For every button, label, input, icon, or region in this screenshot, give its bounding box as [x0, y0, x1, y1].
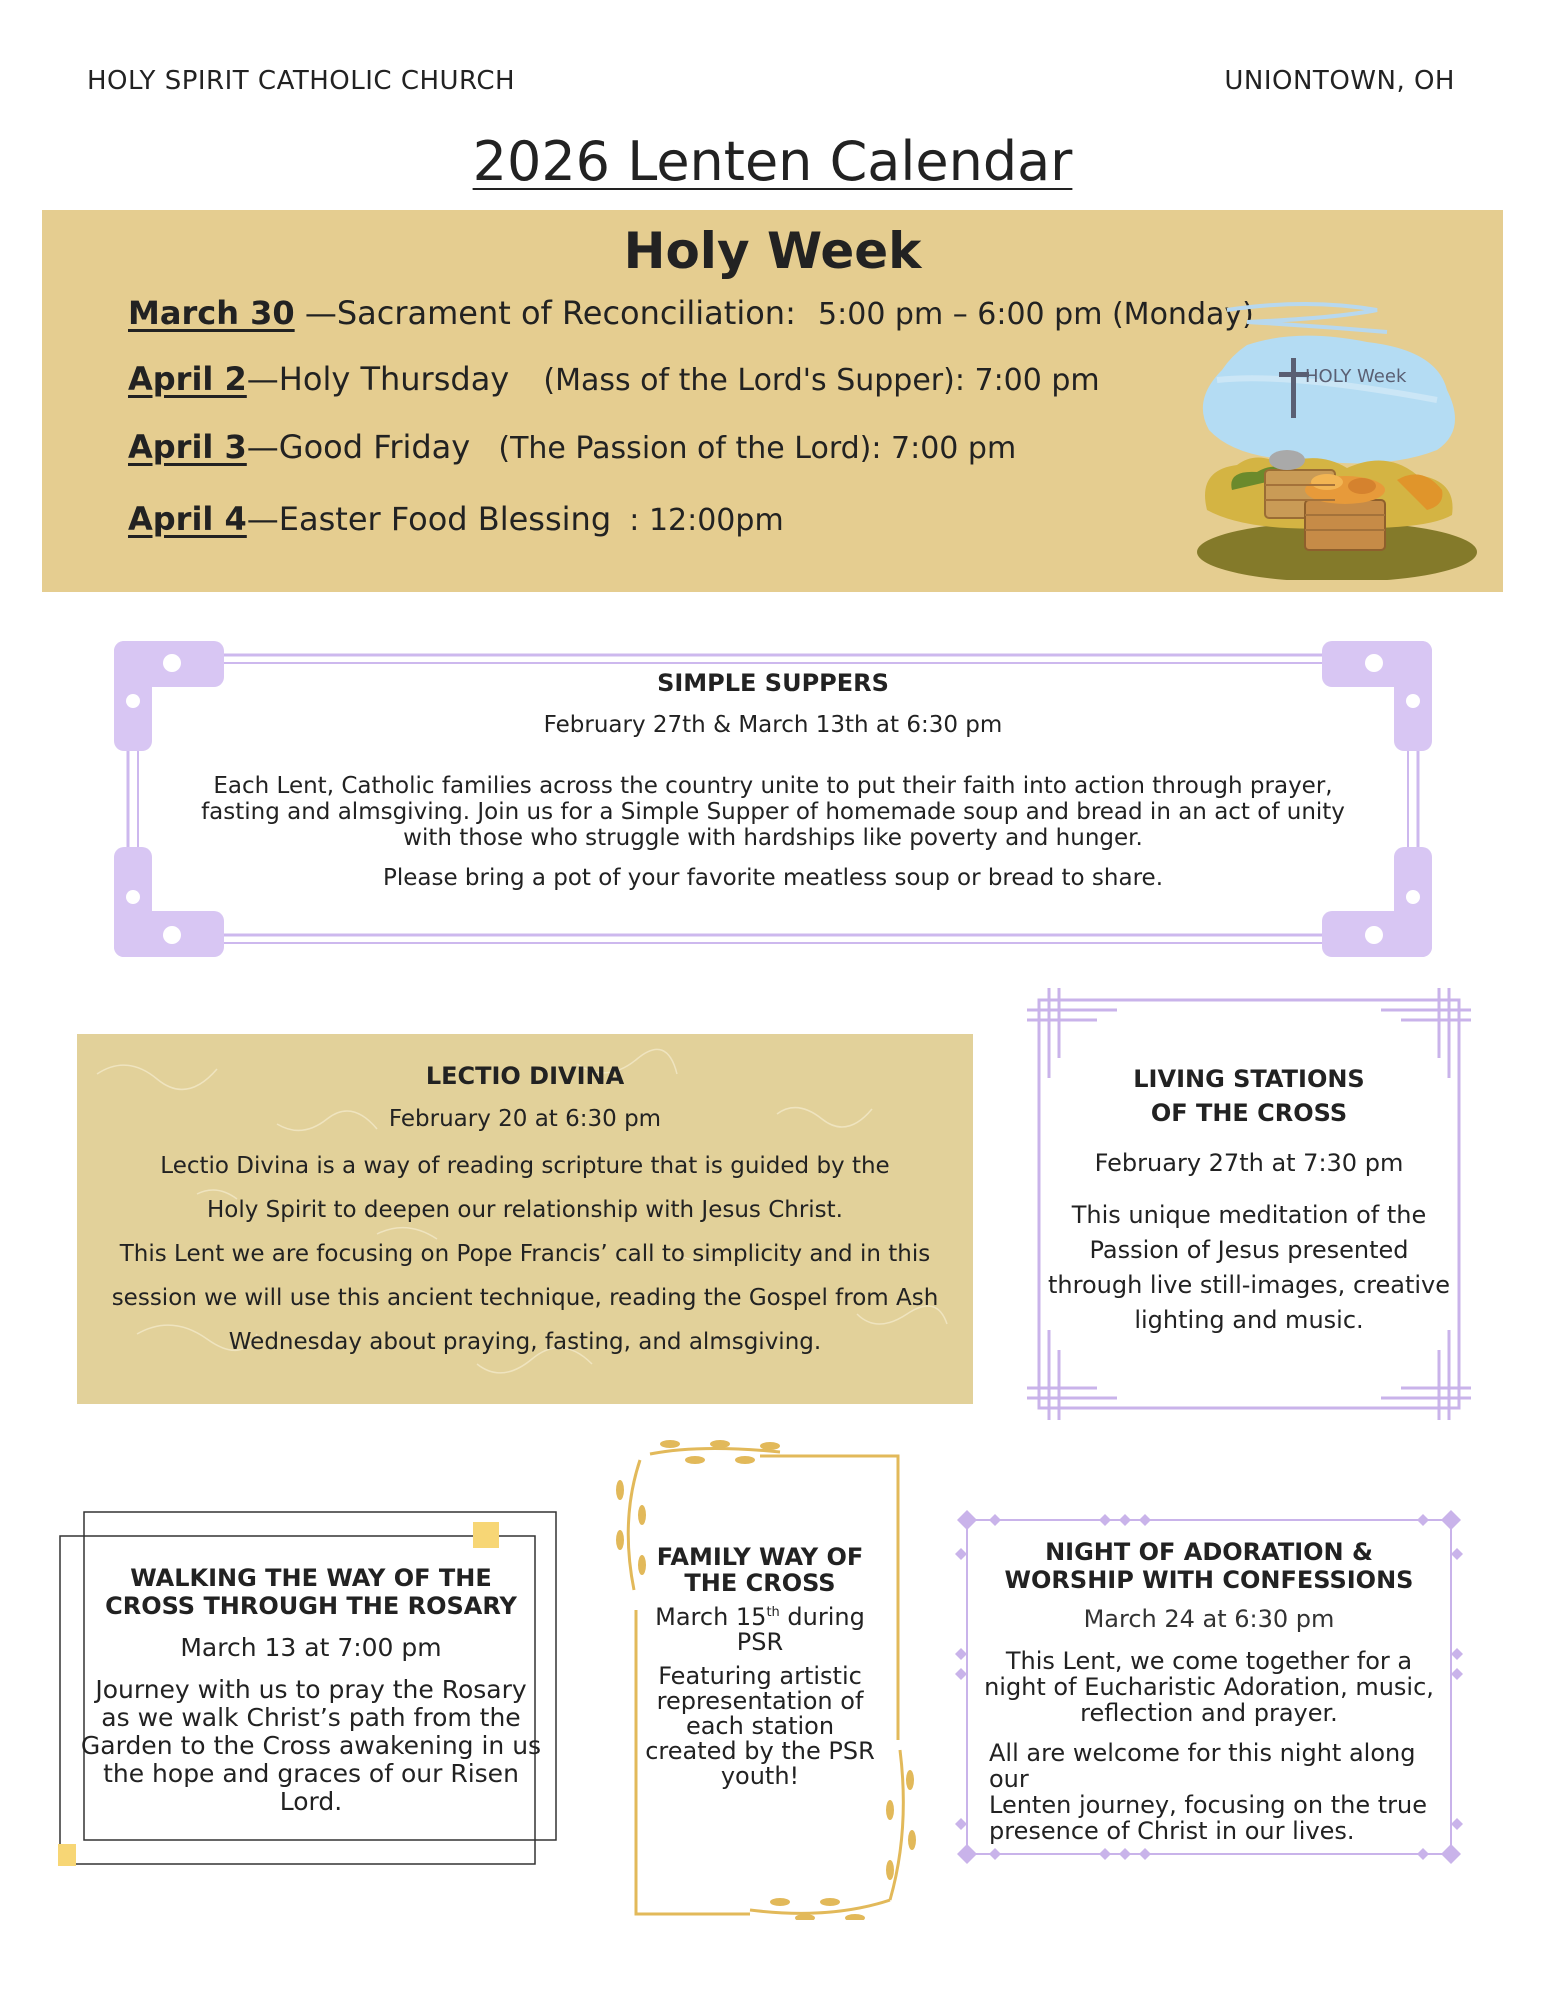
living-stations-section: [1027, 988, 1471, 1420]
holy-week-item-event: —Easter Food Blessing: [246, 500, 612, 538]
lectio-divina-section: [77, 1034, 973, 1404]
lectio-body-line: Wednesday about praying, fasting, and almsgiving.: [228, 1329, 822, 1355]
family-body: [640, 1664, 880, 1789]
adoration-body-line: night of Eucharistic Adoration, music,: [984, 1673, 1434, 1701]
family-body-line: Featuring artistic: [658, 1662, 862, 1690]
family-date-tail: during: [779, 1603, 865, 1631]
lectio-body-line: session we will use this ancient technique, reading the Gospel from Ash: [111, 1285, 939, 1311]
holy-week-item-event: —Holy Thursday: [246, 360, 510, 398]
simple-suppers-body-line: fasting and almsgiving. Join us for a Simple Supper of homemade soup and bread in an act of unity: [201, 799, 1345, 825]
living-stations-body-line: Passion of Jesus presented: [1089, 1236, 1409, 1264]
simple-suppers-note: Please bring a pot of your favorite meatless soup or bread to share.: [382, 865, 1164, 891]
holy-week-item-date: April 4: [128, 500, 247, 538]
simple-suppers-body: [114, 773, 1432, 851]
simple-suppers-body-line: Each Lent, Catholic families across the country unite to put their faith into action through prayer,: [213, 773, 1333, 799]
lectio-body-line: This Lent we are focusing on Pope Francis’ call to simplicity and in this: [119, 1241, 931, 1267]
family-body-line: representation of: [656, 1687, 864, 1715]
simple-suppers-date: February 27th & March 13th at 6:30 pm: [543, 712, 1003, 738]
family-title: [640, 1544, 880, 1596]
adoration-body-2: [989, 1740, 1459, 1844]
living-stations-date: February 27th at 7:30 pm: [1094, 1149, 1404, 1177]
living-stations-title: [1027, 1062, 1471, 1130]
family-date-suffix: th: [766, 1605, 780, 1620]
walking-date: March 13 at 7:00 pm: [180, 1633, 442, 1662]
simple-suppers-body-line: with those who struggle with hardships like poverty and hunger.: [403, 825, 1143, 851]
adoration-title: [955, 1538, 1463, 1594]
living-stations-body-line: through live still-images, creative: [1047, 1271, 1450, 1299]
family-date-line2: PSR: [736, 1628, 784, 1656]
walking-rosary-section: [58, 1510, 558, 1866]
lectio-date: February 20 at 6:30 pm: [388, 1106, 662, 1132]
walking-body-line: Garden to the Cross awakening in us: [80, 1731, 542, 1760]
family-body-line: created by the PSR: [645, 1737, 875, 1765]
adoration-section: [955, 1508, 1463, 1866]
lectio-body-line: Lectio Divina is a way of reading scripture that is guided by the: [160, 1153, 890, 1179]
lectio-body-line: Holy Spirit to deepen our relationship with Jesus Christ.: [207, 1197, 843, 1223]
family-body-line: youth!: [720, 1762, 800, 1790]
church-location: UNIONTOWN, OH: [1224, 66, 1455, 96]
holy-week-item: [128, 428, 1016, 466]
holy-week-illustration-label: HOLY Week: [1305, 366, 1407, 387]
adoration-title-line: WORSHIP WITH CONFESSIONS: [1004, 1566, 1414, 1594]
holy-week-item-event: —Sacrament of Reconciliation:: [294, 294, 796, 332]
family-title-line: THE CROSS: [684, 1569, 836, 1597]
simple-suppers-title: SIMPLE SUPPERS: [657, 669, 889, 697]
adoration-body-line: presence of Christ in our lives.: [989, 1817, 1355, 1845]
holy-week-item-detail: : 12:00pm: [629, 503, 784, 538]
walking-body: [76, 1676, 546, 1816]
family-body-line: each station: [685, 1712, 835, 1740]
walking-title-line: CROSS THROUGH THE ROSARY: [105, 1592, 517, 1620]
family-date-text: March 15: [655, 1603, 767, 1631]
adoration-title-line: NIGHT OF ADORATION &: [1045, 1538, 1373, 1566]
walking-body-line: as we walk Christ’s path from the: [101, 1703, 521, 1732]
church-name: HOLY SPIRIT CATHOLIC CHURCH: [87, 66, 516, 96]
walking-title-line: WALKING THE WAY OF THE: [130, 1564, 492, 1592]
holy-week-title: Holy Week: [623, 222, 922, 280]
holy-week-item-event: —Good Friday: [246, 428, 471, 466]
simple-suppers-section: [114, 641, 1432, 957]
adoration-body-line: Lenten journey, focusing on the true: [989, 1791, 1427, 1819]
living-stations-body-line: lighting and music.: [1134, 1306, 1364, 1334]
family-date: [640, 1600, 880, 1655]
walking-body-line: the hope and graces of our Risen: [103, 1759, 519, 1788]
adoration-body: [955, 1648, 1463, 1726]
walking-body-line: Lord.: [279, 1787, 343, 1816]
holy-week-item: [128, 360, 1100, 398]
living-stations-title-line: LIVING STATIONS: [1133, 1065, 1365, 1093]
living-stations-title-line: OF THE CROSS: [1150, 1099, 1348, 1127]
holy-week-item-date: March 30: [128, 294, 295, 332]
lectio-title: LECTIO DIVINA: [425, 1062, 625, 1090]
walking-body-line: Journey with us to pray the Rosary: [95, 1675, 527, 1704]
family-title-line: FAMILY WAY OF: [656, 1543, 864, 1571]
holy-week-item-detail: (Mass of the Lord's Supper): 7:00 pm: [543, 363, 1100, 398]
simple-suppers-content: [114, 641, 1432, 957]
holy-week-item-detail: 5:00 pm – 6:00 pm (Monday): [818, 297, 1254, 332]
holy-week-item-date: April 2: [128, 360, 247, 398]
adoration-body-line: All are welcome for this night along our: [989, 1739, 1416, 1793]
walking-title: [76, 1564, 546, 1620]
living-stations-body: [1027, 1198, 1471, 1338]
living-stations-body-line: This unique meditation of the: [1071, 1201, 1427, 1229]
holy-week-item: [128, 294, 1254, 332]
holy-week-illustration: [1187, 300, 1477, 580]
holy-week-item: [128, 500, 784, 538]
family-way-section: [600, 1440, 920, 1920]
adoration-body-line: This Lent, we come together for a: [1005, 1647, 1413, 1675]
holy-week-item-date: April 3: [128, 428, 247, 466]
adoration-body-line: reflection and prayer.: [1080, 1699, 1338, 1727]
lectio-body: [77, 1144, 973, 1364]
holy-week-item-detail: (The Passion of the Lord): 7:00 pm: [498, 431, 1017, 466]
adoration-date: March 24 at 6:30 pm: [1083, 1605, 1335, 1633]
page-title: 2026 Lenten Calendar: [472, 130, 1073, 193]
holy-week-section: [42, 210, 1503, 592]
